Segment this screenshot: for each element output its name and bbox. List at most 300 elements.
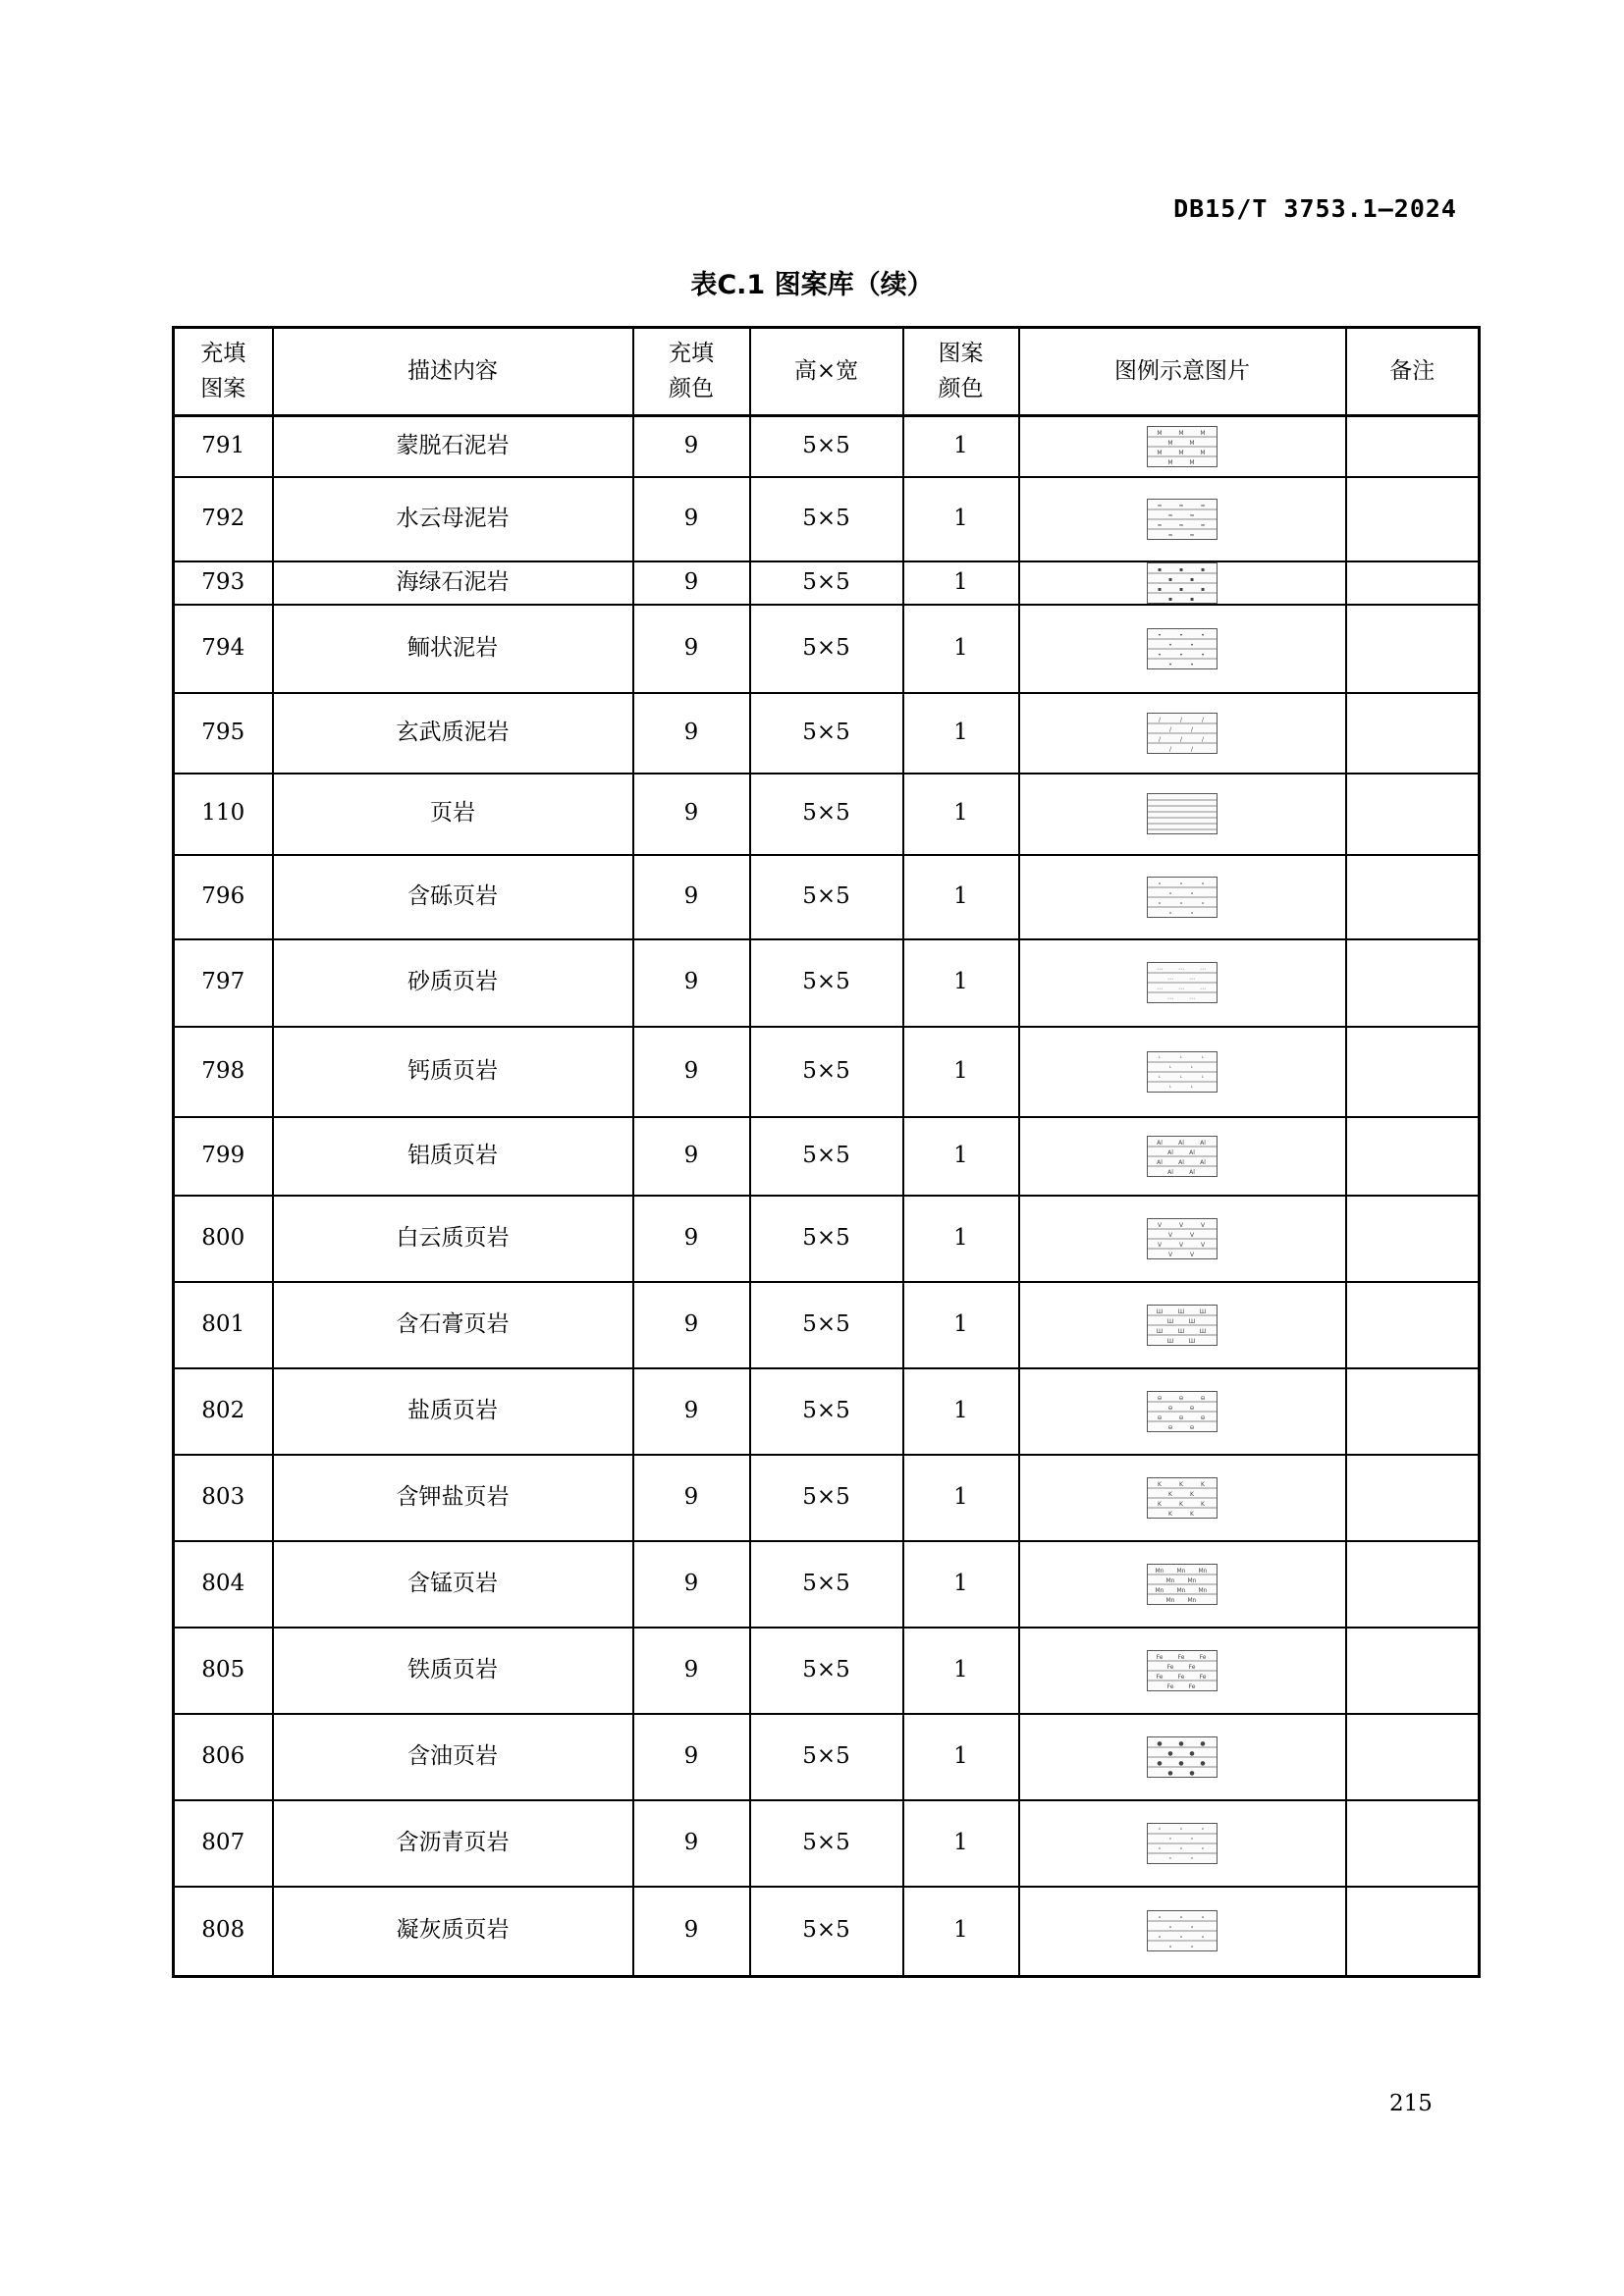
cell-description: 含沥青页岩 bbox=[273, 1800, 633, 1887]
svg-text:Mn: Mn bbox=[1155, 1567, 1164, 1575]
cell-remarks bbox=[1346, 1196, 1480, 1282]
svg-text:V: V bbox=[1189, 1231, 1195, 1239]
svg-text:≈: ≈ bbox=[1178, 502, 1184, 509]
svg-text:∘: ∘ bbox=[1179, 880, 1183, 887]
svg-text:Al: Al bbox=[1178, 1158, 1184, 1166]
svg-text:Ш: Ш bbox=[1156, 1308, 1164, 1315]
svg-text:∘: ∘ bbox=[1179, 899, 1183, 907]
svg-text:ᴸ: ᴸ bbox=[1168, 1064, 1172, 1072]
svg-text:Mn: Mn bbox=[1165, 1596, 1175, 1604]
svg-text:Fe: Fe bbox=[1177, 1653, 1185, 1661]
table-row bbox=[174, 1714, 1480, 1800]
svg-text:M: M bbox=[1189, 439, 1195, 447]
svg-text:●: ● bbox=[1157, 1739, 1163, 1747]
cell-fill-color: 9 bbox=[633, 561, 750, 605]
svg-text:K: K bbox=[1179, 1500, 1183, 1508]
svg-text:•: • bbox=[1179, 651, 1183, 659]
svg-text:V: V bbox=[1167, 1251, 1173, 1258]
pattern-library-table bbox=[172, 326, 1481, 1978]
cell-fill-pattern-code: 110 bbox=[174, 774, 273, 855]
svg-text:⋯: ⋯ bbox=[1189, 976, 1195, 983]
svg-text:ᴸ: ᴸ bbox=[1190, 1084, 1194, 1092]
svg-text:⊖: ⊖ bbox=[1178, 1394, 1184, 1402]
cell-size: 5×5 bbox=[750, 774, 903, 855]
cell-fill-color: 9 bbox=[633, 1196, 750, 1282]
sandy-shale-pattern-icon bbox=[1147, 962, 1218, 1003]
bituminous-shale-pattern-icon bbox=[1147, 1823, 1218, 1864]
svg-text:∘: ∘ bbox=[1190, 1944, 1194, 1951]
svg-text:ᵛ: ᵛ bbox=[1179, 1845, 1183, 1853]
cell-description: 含砾页岩 bbox=[273, 855, 633, 939]
cell-size: 5×5 bbox=[750, 1455, 903, 1541]
svg-text:ᵛ: ᵛ bbox=[1168, 1836, 1172, 1843]
cell-description: 玄武质泥岩 bbox=[273, 693, 633, 774]
svg-text:∘: ∘ bbox=[1168, 889, 1172, 897]
cell-pattern-color: 1 bbox=[903, 1887, 1019, 1977]
cell-remarks bbox=[1346, 1117, 1480, 1196]
cell-size: 5×5 bbox=[750, 1628, 903, 1714]
cell-remarks bbox=[1346, 1714, 1480, 1800]
cell-size: 5×5 bbox=[750, 1027, 903, 1117]
svg-text:≈: ≈ bbox=[1167, 511, 1173, 519]
svg-text:Al: Al bbox=[1167, 1168, 1173, 1176]
svg-text:●: ● bbox=[1178, 1739, 1184, 1747]
cell-legend-image bbox=[1019, 855, 1346, 939]
svg-text:Al: Al bbox=[1178, 1139, 1184, 1147]
svg-text:Fe: Fe bbox=[1177, 1673, 1185, 1681]
cell-pattern-color: 1 bbox=[903, 693, 1019, 774]
cell-pattern-color: 1 bbox=[903, 1368, 1019, 1455]
header-fill-pattern: 充填 图案 bbox=[174, 328, 273, 416]
svg-text:●: ● bbox=[1200, 1739, 1206, 1747]
svg-text:Ш: Ш bbox=[1177, 1327, 1185, 1335]
header-pattern-color: 图案 颜色 bbox=[903, 328, 1019, 416]
table-row bbox=[174, 693, 1480, 774]
svg-text:●: ● bbox=[1178, 1759, 1184, 1767]
svg-text:•: • bbox=[1168, 661, 1172, 668]
cell-description: 含锰页岩 bbox=[273, 1541, 633, 1628]
cell-fill-color: 9 bbox=[633, 1628, 750, 1714]
svg-text:/: / bbox=[1158, 735, 1162, 743]
svg-text:M: M bbox=[1167, 458, 1173, 466]
svg-text:•: • bbox=[1201, 651, 1205, 659]
cell-pattern-color: 1 bbox=[903, 855, 1019, 939]
manganiferous-shale-pattern-icon bbox=[1147, 1564, 1218, 1605]
cell-fill-color: 9 bbox=[633, 1887, 750, 1977]
svg-text:∘: ∘ bbox=[1190, 1924, 1194, 1932]
svg-text:•: • bbox=[1158, 651, 1162, 659]
svg-text:/: / bbox=[1158, 716, 1162, 723]
table-row bbox=[174, 855, 1480, 939]
cell-remarks bbox=[1346, 939, 1480, 1027]
cell-description: 凝灰质页岩 bbox=[273, 1887, 633, 1977]
cell-remarks bbox=[1346, 774, 1480, 855]
cell-description: 海绿石泥岩 bbox=[273, 561, 633, 605]
cell-legend-image bbox=[1019, 561, 1346, 605]
svg-text:∘: ∘ bbox=[1201, 1934, 1205, 1942]
cell-pattern-color: 1 bbox=[903, 1117, 1019, 1196]
oolitic-mudstone-pattern-icon bbox=[1147, 628, 1218, 669]
svg-text:Fe: Fe bbox=[1199, 1673, 1207, 1681]
cell-remarks bbox=[1346, 605, 1480, 693]
svg-text:⋯: ⋯ bbox=[1157, 986, 1163, 992]
svg-text:⊖: ⊖ bbox=[1200, 1394, 1206, 1402]
basaltic-mudstone-pattern-icon bbox=[1147, 713, 1218, 754]
svg-text:Mn: Mn bbox=[1176, 1567, 1186, 1575]
cell-legend-image bbox=[1019, 416, 1346, 477]
svg-text:Fe: Fe bbox=[1166, 1682, 1174, 1690]
svg-text:∘: ∘ bbox=[1158, 899, 1162, 907]
cell-pattern-color: 1 bbox=[903, 1628, 1019, 1714]
svg-text:⊖: ⊖ bbox=[1157, 1394, 1163, 1402]
table-row bbox=[174, 1196, 1480, 1282]
svg-text:M: M bbox=[1200, 449, 1206, 456]
svg-text:•: • bbox=[1168, 641, 1172, 649]
svg-text:Mn: Mn bbox=[1187, 1596, 1197, 1604]
gypsiferous-shale-pattern-icon bbox=[1147, 1305, 1218, 1346]
cell-legend-image bbox=[1019, 1368, 1346, 1455]
svg-text:/: / bbox=[1201, 735, 1205, 743]
svg-text:ᴸ: ᴸ bbox=[1179, 1074, 1183, 1082]
table-row bbox=[174, 774, 1480, 855]
svg-text:ᴸ: ᴸ bbox=[1201, 1054, 1205, 1062]
table-header-row bbox=[174, 328, 1480, 416]
cell-fill-pattern-code: 799 bbox=[174, 1117, 273, 1196]
svg-text:M: M bbox=[1189, 458, 1195, 466]
svg-text:≈: ≈ bbox=[1157, 502, 1163, 509]
svg-text:∘: ∘ bbox=[1201, 899, 1205, 907]
svg-text:•: • bbox=[1158, 631, 1162, 639]
cell-size: 5×5 bbox=[750, 1117, 903, 1196]
svg-text:ᵛ: ᵛ bbox=[1158, 1826, 1162, 1834]
svg-text:∘: ∘ bbox=[1190, 889, 1194, 897]
svg-text:≈: ≈ bbox=[1200, 521, 1206, 529]
svg-text:•: • bbox=[1190, 661, 1194, 668]
svg-text:V: V bbox=[1167, 1231, 1173, 1239]
cell-fill-color: 9 bbox=[633, 693, 750, 774]
svg-text:M: M bbox=[1167, 439, 1173, 447]
svg-text:Fe: Fe bbox=[1156, 1653, 1164, 1661]
svg-text:⋯: ⋯ bbox=[1167, 995, 1173, 1002]
cell-pattern-color: 1 bbox=[903, 1714, 1019, 1800]
svg-text:V: V bbox=[1157, 1221, 1163, 1229]
svg-text:▪: ▪ bbox=[1189, 575, 1195, 583]
table-row bbox=[174, 1027, 1480, 1117]
calcareous-shale-pattern-icon bbox=[1147, 1051, 1218, 1093]
cell-remarks bbox=[1346, 561, 1480, 605]
svg-text:Al: Al bbox=[1157, 1139, 1163, 1147]
cell-fill-color: 9 bbox=[633, 605, 750, 693]
cell-description: 鲕状泥岩 bbox=[273, 605, 633, 693]
svg-text:⋯: ⋯ bbox=[1189, 995, 1195, 1002]
cell-remarks bbox=[1346, 1887, 1480, 1977]
cell-pattern-color: 1 bbox=[903, 477, 1019, 561]
gravelly-shale-pattern-icon bbox=[1147, 877, 1218, 918]
cell-size: 5×5 bbox=[750, 1800, 903, 1887]
cell-size: 5×5 bbox=[750, 1541, 903, 1628]
cell-description: 砂质页岩 bbox=[273, 939, 633, 1027]
svg-text:⋯: ⋯ bbox=[1157, 966, 1163, 973]
svg-text:⋯: ⋯ bbox=[1178, 966, 1184, 973]
svg-text:∘: ∘ bbox=[1168, 1944, 1172, 1951]
svg-text:▪: ▪ bbox=[1200, 565, 1206, 573]
cell-description: 铁质页岩 bbox=[273, 1628, 633, 1714]
svg-text:V: V bbox=[1200, 1241, 1206, 1249]
svg-text:K: K bbox=[1190, 1510, 1194, 1518]
cell-remarks bbox=[1346, 1368, 1480, 1455]
cell-pattern-color: 1 bbox=[903, 1282, 1019, 1368]
cell-fill-color: 9 bbox=[633, 1714, 750, 1800]
cell-fill-pattern-code: 797 bbox=[174, 939, 273, 1027]
cell-pattern-color: 1 bbox=[903, 1027, 1019, 1117]
cell-description: 含钾盐页岩 bbox=[273, 1455, 633, 1541]
table-row bbox=[174, 561, 1480, 605]
cell-legend-image bbox=[1019, 1117, 1346, 1196]
svg-text:∘: ∘ bbox=[1190, 909, 1194, 917]
svg-text:K: K bbox=[1201, 1480, 1205, 1488]
svg-text:Al: Al bbox=[1189, 1168, 1195, 1176]
cell-legend-image bbox=[1019, 1455, 1346, 1541]
potash-shale-pattern-icon bbox=[1147, 1477, 1218, 1519]
svg-text:/: / bbox=[1201, 716, 1205, 723]
cell-legend-image bbox=[1019, 1800, 1346, 1887]
cell-remarks bbox=[1346, 1027, 1480, 1117]
cell-fill-pattern-code: 796 bbox=[174, 855, 273, 939]
cell-fill-color: 9 bbox=[633, 1027, 750, 1117]
svg-text:K: K bbox=[1201, 1500, 1205, 1508]
svg-text:/: / bbox=[1179, 735, 1183, 743]
cell-remarks bbox=[1346, 1282, 1480, 1368]
svg-text:Fe: Fe bbox=[1156, 1673, 1164, 1681]
oil-shale-pattern-icon bbox=[1147, 1736, 1218, 1778]
svg-text:●: ● bbox=[1167, 1749, 1173, 1757]
cell-fill-pattern-code: 806 bbox=[174, 1714, 273, 1800]
svg-text:Ш: Ш bbox=[1199, 1327, 1207, 1335]
cell-size: 5×5 bbox=[750, 1282, 903, 1368]
cell-fill-color: 9 bbox=[633, 416, 750, 477]
cell-pattern-color: 1 bbox=[903, 561, 1019, 605]
svg-text:M: M bbox=[1178, 429, 1184, 437]
cell-fill-pattern-code: 804 bbox=[174, 1541, 273, 1628]
cell-description: 铝质页岩 bbox=[273, 1117, 633, 1196]
cell-size: 5×5 bbox=[750, 477, 903, 561]
cell-size: 5×5 bbox=[750, 605, 903, 693]
svg-text:∘: ∘ bbox=[1158, 1914, 1162, 1922]
svg-text:●: ● bbox=[1200, 1759, 1206, 1767]
cell-fill-pattern-code: 805 bbox=[174, 1628, 273, 1714]
document-code: DB15/T 3753.1—2024 bbox=[1173, 194, 1457, 223]
header-legend-image: 图例示意图片 bbox=[1019, 328, 1346, 416]
svg-text:•: • bbox=[1179, 631, 1183, 639]
header-remarks: 备注 bbox=[1346, 328, 1480, 416]
cell-size: 5×5 bbox=[750, 1887, 903, 1977]
cell-remarks bbox=[1346, 477, 1480, 561]
svg-text:∘: ∘ bbox=[1168, 1924, 1172, 1932]
svg-text:Ш: Ш bbox=[1199, 1308, 1207, 1315]
cell-pattern-color: 1 bbox=[903, 1196, 1019, 1282]
svg-text:∘: ∘ bbox=[1201, 1914, 1205, 1922]
svg-text:ᵛ: ᵛ bbox=[1158, 1845, 1162, 1853]
svg-text:Fe: Fe bbox=[1188, 1682, 1196, 1690]
cell-description: 含石膏页岩 bbox=[273, 1282, 633, 1368]
cell-size: 5×5 bbox=[750, 1196, 903, 1282]
cell-legend-image bbox=[1019, 774, 1346, 855]
cell-description: 页岩 bbox=[273, 774, 633, 855]
svg-text:⊖: ⊖ bbox=[1178, 1414, 1184, 1421]
cell-description: 盐质页岩 bbox=[273, 1368, 633, 1455]
table-row bbox=[174, 1455, 1480, 1541]
svg-text:⋯: ⋯ bbox=[1167, 976, 1173, 983]
cell-fill-color: 9 bbox=[633, 1282, 750, 1368]
svg-text:ᵛ: ᵛ bbox=[1179, 1826, 1183, 1834]
cell-legend-image bbox=[1019, 1196, 1346, 1282]
shale-pattern-icon bbox=[1147, 793, 1218, 834]
table-body bbox=[174, 416, 1480, 1977]
cell-legend-image bbox=[1019, 1887, 1346, 1977]
svg-text:ᵛ: ᵛ bbox=[1190, 1855, 1194, 1863]
svg-text:≈: ≈ bbox=[1189, 511, 1195, 519]
svg-text:/: / bbox=[1190, 725, 1194, 733]
table-row bbox=[174, 939, 1480, 1027]
svg-text:Ш: Ш bbox=[1188, 1337, 1196, 1345]
header-size: 高×宽 bbox=[750, 328, 903, 416]
page-number: 215 bbox=[1389, 2091, 1433, 2116]
table-row bbox=[174, 1887, 1480, 1977]
svg-text:⋯: ⋯ bbox=[1200, 986, 1206, 992]
svg-text:▪: ▪ bbox=[1178, 585, 1184, 593]
cell-size: 5×5 bbox=[750, 939, 903, 1027]
table-row bbox=[174, 1628, 1480, 1714]
cell-size: 5×5 bbox=[750, 1714, 903, 1800]
cell-remarks bbox=[1346, 416, 1480, 477]
svg-text:Al: Al bbox=[1200, 1158, 1206, 1166]
cell-pattern-color: 1 bbox=[903, 416, 1019, 477]
svg-text:Mn: Mn bbox=[1198, 1567, 1208, 1575]
cell-fill-pattern-code: 808 bbox=[174, 1887, 273, 1977]
table-row bbox=[174, 605, 1480, 693]
svg-text:V: V bbox=[1200, 1221, 1206, 1229]
cell-legend-image bbox=[1019, 1628, 1346, 1714]
cell-fill-color: 9 bbox=[633, 939, 750, 1027]
svg-text:V: V bbox=[1178, 1221, 1184, 1229]
svg-text:∘: ∘ bbox=[1158, 880, 1162, 887]
cell-fill-color: 9 bbox=[633, 1455, 750, 1541]
svg-text:▪: ▪ bbox=[1157, 565, 1163, 573]
svg-text:⊖: ⊖ bbox=[1200, 1414, 1206, 1421]
dolomitic-shale-pattern-icon bbox=[1147, 1218, 1218, 1259]
svg-text:≈: ≈ bbox=[1189, 531, 1195, 539]
svg-text:/: / bbox=[1190, 745, 1194, 753]
svg-text:K: K bbox=[1158, 1480, 1162, 1488]
table-row bbox=[174, 1800, 1480, 1887]
cell-pattern-color: 1 bbox=[903, 939, 1019, 1027]
svg-text:ᴸ: ᴸ bbox=[1158, 1074, 1162, 1082]
svg-text:≈: ≈ bbox=[1200, 502, 1206, 509]
table-row bbox=[174, 1368, 1480, 1455]
hydromica-mudstone-pattern-icon bbox=[1147, 499, 1218, 540]
svg-text:ᵛ: ᵛ bbox=[1190, 1836, 1194, 1843]
cell-description: 白云质页岩 bbox=[273, 1196, 633, 1282]
svg-text:▪: ▪ bbox=[1189, 595, 1195, 603]
svg-text:Mn: Mn bbox=[1165, 1576, 1175, 1584]
cell-fill-color: 9 bbox=[633, 774, 750, 855]
cell-legend-image bbox=[1019, 693, 1346, 774]
svg-text:/: / bbox=[1179, 716, 1183, 723]
cell-pattern-color: 1 bbox=[903, 605, 1019, 693]
cell-pattern-color: 1 bbox=[903, 1800, 1019, 1887]
svg-text:Mn: Mn bbox=[1155, 1586, 1164, 1594]
svg-text:ᵛ: ᵛ bbox=[1168, 1855, 1172, 1863]
glauconite-mudstone-pattern-icon bbox=[1147, 562, 1218, 604]
svg-text:⊖: ⊖ bbox=[1189, 1404, 1195, 1412]
svg-text:⊖: ⊖ bbox=[1167, 1423, 1173, 1431]
svg-text:M: M bbox=[1157, 429, 1163, 437]
cell-description: 水云母泥岩 bbox=[273, 477, 633, 561]
cell-remarks bbox=[1346, 1541, 1480, 1628]
cell-pattern-color: 1 bbox=[903, 774, 1019, 855]
svg-text:V: V bbox=[1178, 1241, 1184, 1249]
svg-text:M: M bbox=[1200, 429, 1206, 437]
svg-text:K: K bbox=[1168, 1510, 1172, 1518]
svg-text:•: • bbox=[1201, 631, 1205, 639]
cell-pattern-color: 1 bbox=[903, 1541, 1019, 1628]
aluminous-shale-pattern-icon bbox=[1147, 1136, 1218, 1177]
svg-text:▪: ▪ bbox=[1200, 585, 1206, 593]
svg-text:⊖: ⊖ bbox=[1157, 1414, 1163, 1421]
svg-text:ᵛ: ᵛ bbox=[1201, 1845, 1205, 1853]
cell-fill-pattern-code: 791 bbox=[174, 416, 273, 477]
table-row bbox=[174, 1282, 1480, 1368]
svg-text:ᴸ: ᴸ bbox=[1179, 1054, 1183, 1062]
cell-fill-pattern-code: 803 bbox=[174, 1455, 273, 1541]
cell-fill-pattern-code: 802 bbox=[174, 1368, 273, 1455]
svg-text:⊖: ⊖ bbox=[1189, 1423, 1195, 1431]
cell-size: 5×5 bbox=[750, 416, 903, 477]
svg-text:Fe: Fe bbox=[1188, 1663, 1196, 1671]
cell-legend-image bbox=[1019, 1541, 1346, 1628]
cell-fill-pattern-code: 793 bbox=[174, 561, 273, 605]
svg-text:ᴸ: ᴸ bbox=[1168, 1084, 1172, 1092]
svg-text:ᴸ: ᴸ bbox=[1158, 1054, 1162, 1062]
cell-fill-color: 9 bbox=[633, 1541, 750, 1628]
svg-text:∘: ∘ bbox=[1179, 1914, 1183, 1922]
svg-text:Mn: Mn bbox=[1187, 1576, 1197, 1584]
svg-text:●: ● bbox=[1157, 1759, 1163, 1767]
montmorillonite-mudstone-pattern-icon bbox=[1147, 426, 1218, 467]
svg-text:K: K bbox=[1190, 1490, 1194, 1498]
cell-remarks bbox=[1346, 855, 1480, 939]
table-row bbox=[174, 1541, 1480, 1628]
cell-description: 含油页岩 bbox=[273, 1714, 633, 1800]
svg-text:K: K bbox=[1168, 1490, 1172, 1498]
svg-text:Ш: Ш bbox=[1166, 1317, 1174, 1325]
cell-fill-pattern-code: 792 bbox=[174, 477, 273, 561]
cell-fill-pattern-code: 807 bbox=[174, 1800, 273, 1887]
pattern-library-table-container bbox=[172, 326, 1481, 1978]
cell-fill-color: 9 bbox=[633, 1800, 750, 1887]
svg-text:⋯: ⋯ bbox=[1200, 966, 1206, 973]
svg-text:∘: ∘ bbox=[1168, 909, 1172, 917]
table-row bbox=[174, 1117, 1480, 1196]
svg-text:Al: Al bbox=[1189, 1148, 1195, 1156]
svg-text:Ш: Ш bbox=[1188, 1317, 1196, 1325]
table-title: 表C.1 图案库（续） bbox=[690, 270, 934, 300]
svg-text:•: • bbox=[1190, 641, 1194, 649]
cell-remarks bbox=[1346, 1628, 1480, 1714]
cell-remarks bbox=[1346, 1800, 1480, 1887]
saline-shale-pattern-icon bbox=[1147, 1391, 1218, 1432]
svg-text:Ш: Ш bbox=[1177, 1308, 1185, 1315]
